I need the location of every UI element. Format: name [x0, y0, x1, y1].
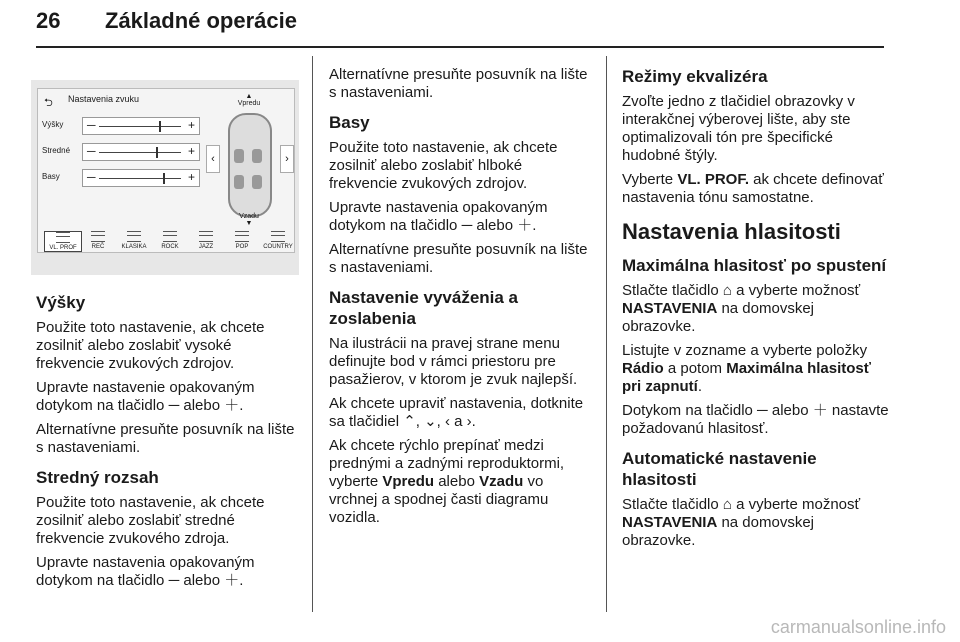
- eq-preset-rock[interactable]: ROCK: [152, 231, 188, 250]
- paragraph: Vyberte VL. PROF. ak chcete definovať nastavenia tónu samostatne.: [622, 171, 884, 206]
- treble-row: [42, 117, 202, 135]
- column-divider-2: [606, 56, 607, 612]
- paragraph: Upravte nastavenie opakovaným dotykom na tlačidlo ─ alebo ＋.: [36, 379, 255, 414]
- minus-icon[interactable]: ─: [87, 118, 96, 132]
- mid-label: Stredné: [42, 146, 71, 155]
- eq-preset-pop[interactable]: POP: [224, 231, 260, 250]
- right-arrow-button[interactable]: ›: [280, 145, 294, 173]
- minus-icon[interactable]: ─: [87, 170, 96, 184]
- back-arrow-icon: ⮌: [44, 97, 53, 109]
- rear-button[interactable]: Vzadu ▼: [239, 213, 259, 227]
- column-2: [329, 66, 593, 533]
- paragraph: Použite toto nastavenie, ak chcete zosilniť alebo zoslabiť stredné frekvencie zvukového zdroja.: [36, 494, 265, 547]
- minus-icon[interactable]: ─: [87, 144, 96, 158]
- page-number: 26: [36, 8, 61, 33]
- heading-treble: Výšky: [36, 293, 86, 312]
- header-rule: [36, 46, 884, 48]
- paragraph: Upravte nastavenia opakovaným dotykom na tlačidlo ─ alebo ＋.: [329, 199, 548, 234]
- heading-max-startup-volume: Maximálna hlasitosť po spustení: [622, 256, 887, 275]
- page-title: Základné operácie: [105, 8, 297, 33]
- paragraph: Alternatívne presuňte posuvník na lište s nastaveniami.: [329, 241, 588, 276]
- paragraph: Dotykom na tlačidlo ─ alebo ＋ nastavte požadovanú hlasitosť.: [622, 402, 889, 437]
- paragraph: Alternatívne presuňte posuvník na lište s nastaveniami.: [329, 66, 588, 101]
- car-diagram: [228, 113, 272, 217]
- column-divider-1: [312, 56, 313, 612]
- eq-preset-rec[interactable]: REČ: [80, 231, 116, 250]
- plus-icon[interactable]: +: [187, 118, 195, 132]
- heading-bass: Basy: [329, 113, 370, 132]
- paragraph: Použite toto nastavenie, ak chcete zosilniť alebo zoslabiť hlboké frekvencie zvukových zdrojov.: [329, 139, 558, 192]
- watermark: carmanualsonline.info: [770, 617, 946, 637]
- paragraph: Stlačte tlačidlo ⌂ a vyberte možnosť NASTAVENIA na domovskej obrazovke.: [622, 282, 861, 335]
- paragraph: Použite toto nastavenie, ak chcete zosilniť alebo zoslabiť vysoké frekvencie zvukových zdrojov.: [36, 319, 265, 372]
- column-1: [36, 292, 298, 596]
- plus-icon[interactable]: +: [187, 170, 195, 184]
- paragraph: Ak chcete rýchlo prepínať medzi prednými a zadnými reproduktormi, vyberte Vpredu alebo Vzadu vo vrchnej a spodnej časti diagramu vozidla.: [329, 437, 565, 526]
- treble-knob[interactable]: [159, 121, 161, 132]
- plus-icon[interactable]: +: [187, 144, 195, 158]
- eq-preset-bar: [44, 231, 300, 259]
- heading-auto-volume: Automatické nastavenie hlasitosti: [622, 449, 817, 489]
- bass-label: Basy: [42, 172, 60, 181]
- screen-title: Nastavenia zvuku: [68, 94, 140, 104]
- paragraph: Na ilustrácii na pravej strane menu definujte bod v rámci priestoru pre pasažierov, v ktorom je zvuk najlepší.: [329, 335, 578, 388]
- mid-knob[interactable]: [156, 147, 158, 158]
- paragraph: Listujte v zozname a vyberte položky Rádio a potom Maximálna hlasitosť pri zapnutí.: [622, 342, 871, 395]
- infotainment-screen: [37, 88, 295, 253]
- paragraph: Ak chcete upraviť nastavenia, dotknite sa tlačidiel ⌃, ⌄, ‹ a ›.: [329, 395, 584, 430]
- eq-preset-country[interactable]: COUNTRY: [260, 231, 296, 250]
- bass-row: [42, 169, 202, 187]
- heading-balance-fade: Nastavenie vyváženia a zoslabenia: [329, 288, 519, 328]
- paragraph: Alternatívne presuňte posuvník na lište s nastaveniami.: [36, 421, 295, 456]
- eq-preset-vl-prof[interactable]: VL. PROF: [44, 231, 82, 252]
- heading-volume-settings: Nastavenia hlasitosti: [622, 219, 841, 244]
- paragraph: Upravte nastavenia opakovaným dotykom na tlačidlo ─ alebo ＋.: [36, 554, 255, 589]
- eq-preset-klasika[interactable]: KLASIKA: [116, 231, 152, 250]
- left-arrow-button[interactable]: ‹: [206, 145, 220, 173]
- heading-mid-range: Stredný rozsah: [36, 468, 159, 487]
- treble-label: Výšky: [42, 120, 64, 129]
- heading-eq-modes: Režimy ekvalizéra: [622, 67, 768, 86]
- paragraph: Zvoľte jedno z tlačidiel obrazovky v interakčnej výberovej lište, aby ste optimalizovali tón pre špecifické hudobné štýly.: [622, 93, 855, 164]
- mid-row: [42, 143, 202, 161]
- eq-preset-jazz[interactable]: JAZZ: [188, 231, 224, 250]
- bass-knob[interactable]: [163, 173, 165, 184]
- paragraph: Stlačte tlačidlo ⌂ a vyberte možnosť NASTAVENIA na domovskej obrazovke.: [622, 496, 861, 549]
- column-3: [622, 66, 890, 556]
- sound-settings-screenshot: [31, 80, 299, 275]
- front-button[interactable]: ▲ Vpredu: [237, 93, 261, 107]
